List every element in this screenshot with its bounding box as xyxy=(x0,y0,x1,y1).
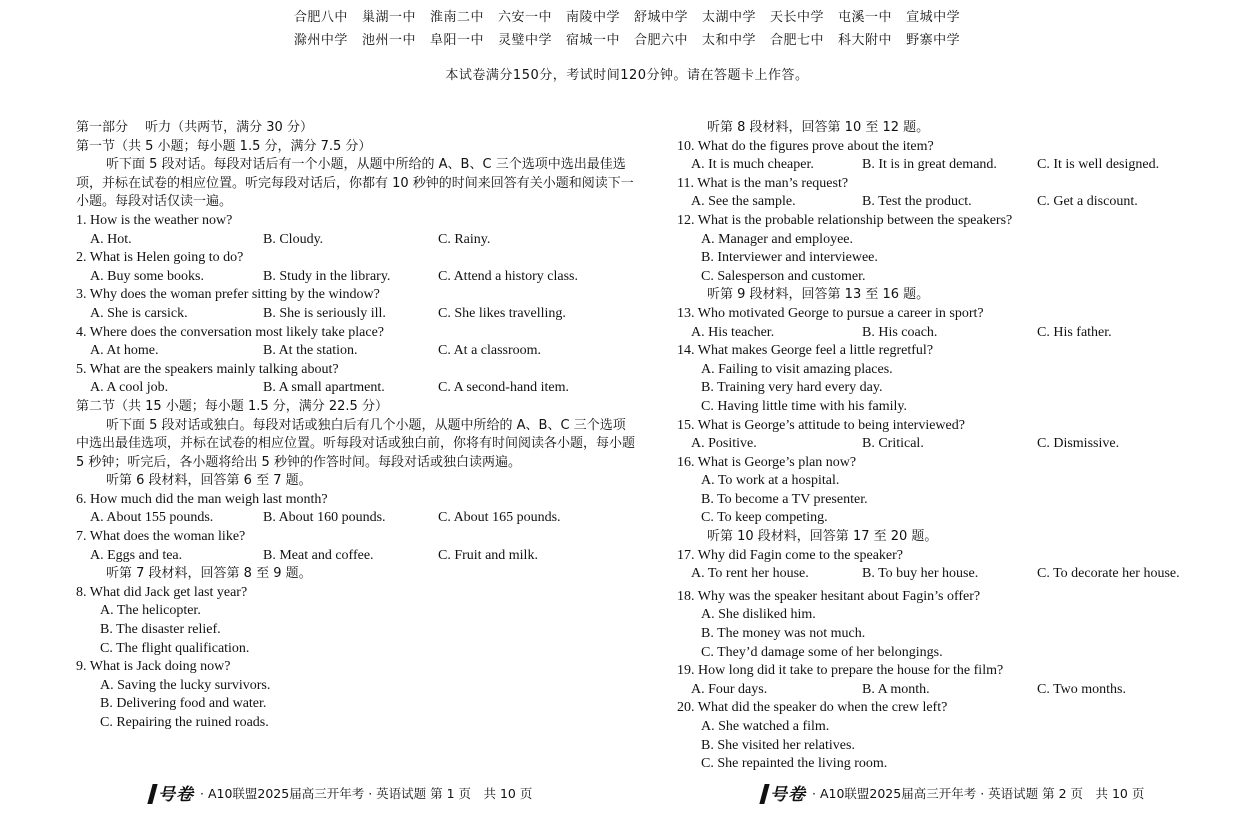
option-c: C. The flight qualification. xyxy=(100,640,250,656)
question-stem: 10. What do the figures prove about the item? xyxy=(677,138,934,154)
question-stem: 13. Who motivated George to pursue a career in sport? xyxy=(677,305,984,321)
footer-text: · A10联盟2025届高三开年考 · 英语试题 第 2 页 共 10 页 xyxy=(812,785,1145,801)
option-c: C. Get a discount. xyxy=(1037,194,1138,210)
question-stem: 1. How is the weather now? xyxy=(76,212,233,228)
school-name: 滁州中学 xyxy=(293,33,348,48)
school-name: 六安一中 xyxy=(497,10,552,25)
option-c: C. Having little time with his family. xyxy=(701,398,907,414)
option-b: B. Test the product. xyxy=(862,194,972,210)
question-stem: 3. Why does the woman prefer sitting by the window? xyxy=(76,287,380,303)
option-b: B. She visited her relatives. xyxy=(701,737,855,753)
school-name: 太湖中学 xyxy=(702,10,757,25)
option-b: B. To buy her house. xyxy=(862,566,979,582)
option-a: A. His teacher. xyxy=(691,324,775,340)
school-name: 淮南二中 xyxy=(429,10,484,25)
option-c: C. His father. xyxy=(1037,324,1112,340)
option-c: C. To decorate her house. xyxy=(1037,566,1180,582)
option-a: A. Manager and employee. xyxy=(701,231,853,247)
question-options xyxy=(76,342,636,361)
question-options xyxy=(76,547,636,566)
school-name: 宿城一中 xyxy=(565,33,620,48)
question-options xyxy=(677,193,1237,212)
material-heading: 听第 8 段材料，回答第 10 至 12 题。 xyxy=(707,120,930,135)
question-options xyxy=(677,324,1237,343)
option-c: C. To keep competing. xyxy=(701,510,828,526)
footer-text: · A10联盟2025届高三开年考 · 英语试题 第 1 页 共 10 页 xyxy=(200,785,533,801)
page-2-column xyxy=(677,119,1237,774)
option-c: C. About 165 pounds. xyxy=(438,510,561,526)
question-options xyxy=(76,231,636,250)
school-name: 太和中学 xyxy=(702,33,757,48)
question-stem: 7. What does the woman like? xyxy=(76,529,246,545)
option-b: B. The disaster relief. xyxy=(100,622,221,638)
option-b: B. It is in great demand. xyxy=(862,157,997,173)
option-c: C. At a classroom. xyxy=(438,343,542,359)
option-a: A. She watched a film. xyxy=(701,719,830,734)
question-stem: 16. What is George’s plan now? xyxy=(677,454,857,470)
school-name: 屯溪一中 xyxy=(838,10,893,25)
section-2-title: 第二节（共 15 小题；每小题 1.5 分，满分 22.5 分） xyxy=(76,398,388,414)
question-stem: 9. What is Jack doing now? xyxy=(76,659,231,675)
question-stem: 19. How long did it take to prepare the house for the film? xyxy=(677,663,1004,679)
option-c: C. Attend a history class. xyxy=(438,268,578,284)
brand-logo xyxy=(150,780,194,805)
option-c: C. A second-hand item. xyxy=(438,380,570,396)
question-options xyxy=(677,156,1237,175)
part-title: 第一部分 听力（共两节，满分 30 分） xyxy=(76,120,313,135)
question-stem: 15. What is George’s attitude to being interviewed? xyxy=(677,417,965,433)
option-a: A. Buy some books. xyxy=(90,268,204,284)
brand-logo xyxy=(762,780,806,805)
brand-stroke-icon xyxy=(759,784,769,804)
material-heading: 听第 9 段材料，回答第 13 至 16 题。 xyxy=(707,287,930,303)
option-c: C. Dismissive. xyxy=(1037,436,1120,452)
option-b: B. She is seriously ill. xyxy=(263,305,386,321)
option-a: A. The helicopter. xyxy=(100,603,201,619)
school-name: 巢湖一中 xyxy=(361,10,416,25)
school-name: 合肥七中 xyxy=(770,33,825,48)
option-b: B. Training very hard every day. xyxy=(701,380,883,396)
question-stem: 4. Where does the conversation most likely take place? xyxy=(76,324,385,340)
school-name: 野寨中学 xyxy=(906,33,961,48)
material-heading: 听第 10 段材料，回答第 17 至 20 题。 xyxy=(707,529,938,545)
option-a: A. Saving the lucky survivors. xyxy=(100,677,271,693)
option-c: C. She likes travelling. xyxy=(438,305,566,321)
option-b: B. His coach. xyxy=(862,324,938,340)
section-2-instructions: 听下面 5 段对话或独白。每段对话或独白后有几个小题，从题中所给的 A、B、C 三个选项中选出最佳选项，并标在试卷的相应位置。听每段对话或独白前，你将有时间阅读各小题，每小题 5 秒钟；听完后，各小题将给出 5 秒钟的作答时间。每段对话或独白读两遍。 xyxy=(76,417,636,470)
question-stem: 11. What is the man’s request? xyxy=(677,175,849,191)
option-a: A. About 155 pounds. xyxy=(90,510,214,526)
option-c: C. They’d damage some of her belongings. xyxy=(701,644,943,660)
question-options xyxy=(677,681,1237,700)
option-a: A. Four days. xyxy=(691,681,768,697)
question-stem: 8. What did Jack get last year? xyxy=(76,584,248,600)
question-stem: 5. What are the speakers mainly talking about? xyxy=(76,361,339,377)
question-options xyxy=(677,435,1237,454)
option-b: B. At the station. xyxy=(263,343,358,359)
option-a: A. She disliked him. xyxy=(701,607,816,623)
section-1-title: 第一节（共 5 小题；每小题 1.5 分，满分 7.5 分） xyxy=(76,138,372,154)
question-options xyxy=(677,565,1237,584)
school-name: 合肥八中 xyxy=(293,10,348,25)
option-a: A. Eggs and tea. xyxy=(90,547,183,563)
school-name: 池州一中 xyxy=(361,33,416,48)
question-options xyxy=(76,509,636,528)
option-a: A. See the sample. xyxy=(691,194,796,210)
page-1-column xyxy=(76,119,636,733)
exam-notice: 本试卷满分150分，考试时间120分钟。请在答题卡上作答。 xyxy=(445,68,809,83)
school-name: 舒城中学 xyxy=(634,10,689,25)
brand-text: 号卷 xyxy=(158,785,194,805)
brand-text: 号卷 xyxy=(770,785,806,805)
option-c: C. It is well designed. xyxy=(1037,157,1160,173)
option-b: B. To become a TV presenter. xyxy=(701,491,868,507)
option-b: B. The money was not much. xyxy=(701,626,866,642)
page-2-footer xyxy=(762,780,1144,805)
question-stem: 20. What did the speaker do when the crew left? xyxy=(677,700,948,716)
option-c: C. Repairing the ruined roads. xyxy=(100,715,269,730)
page-1-footer xyxy=(150,780,532,805)
option-b: B. A month. xyxy=(862,681,930,697)
option-c: C. Salesperson and customer. xyxy=(701,268,866,284)
question-options xyxy=(76,268,636,287)
option-b: B. About 160 pounds. xyxy=(263,510,386,526)
option-b: B. Cloudy. xyxy=(263,231,324,247)
material-heading: 听第 7 段材料，回答第 8 至 9 题。 xyxy=(106,566,312,582)
brand-stroke-icon xyxy=(147,784,157,804)
school-list-row-1 xyxy=(0,6,1254,25)
option-c: C. Fruit and milk. xyxy=(438,547,538,563)
question-stem: 12. What is the probable relationship between the speakers? xyxy=(677,212,1013,228)
option-c: C. Rainy. xyxy=(438,231,491,247)
option-a: A. At home. xyxy=(90,343,159,359)
school-name: 南陵中学 xyxy=(565,10,620,25)
option-a: A. A cool job. xyxy=(90,380,169,396)
school-name: 阜阳一中 xyxy=(429,33,484,48)
school-name: 天长中学 xyxy=(770,10,825,25)
option-c: C. Two months. xyxy=(1037,681,1126,697)
question-options xyxy=(76,305,636,324)
school-name: 合肥六中 xyxy=(634,33,689,48)
question-stem: 2. What is Helen going to do? xyxy=(76,250,244,266)
school-name: 灵璧中学 xyxy=(497,33,552,48)
school-name: 科大附中 xyxy=(838,33,893,48)
question-stem: 18. Why was the speaker hesitant about Fagin’s offer? xyxy=(677,588,981,604)
option-a: A. Failing to visit amazing places. xyxy=(701,361,893,377)
option-b: B. Meat and coffee. xyxy=(263,547,374,563)
school-list-row-2 xyxy=(0,29,1254,48)
option-c: C. She repainted the living room. xyxy=(701,756,888,772)
question-stem: 14. What makes George feel a little regretful? xyxy=(677,343,934,359)
option-b: B. Delivering food and water. xyxy=(100,696,267,712)
option-a: A. Positive. xyxy=(691,436,757,452)
option-b: B. A small apartment. xyxy=(263,380,385,396)
section-1-instructions: 听下面 5 段对话。每段对话后有一个小题，从题中所给的 A、B、C 三个选项中选出最佳选项，并标在试卷的相应位置。听完每段对话后，你都有 10 秒钟的时间来回答有关小题和阅读下一小题。每段对话仅读一遍。 xyxy=(76,157,634,210)
option-a: A. Hot. xyxy=(90,231,132,247)
option-a: A. To rent her house. xyxy=(691,566,809,582)
material-heading: 听第 6 段材料，回答第 6 至 7 题。 xyxy=(106,473,312,489)
option-b: B. Critical. xyxy=(862,436,924,452)
question-options xyxy=(76,379,636,398)
school-name: 宣城中学 xyxy=(906,10,961,25)
question-stem: 17. Why did Fagin come to the speaker? xyxy=(677,547,904,563)
question-stem: 6. How much did the man weigh last month? xyxy=(76,491,328,507)
option-a: A. She is carsick. xyxy=(90,305,188,321)
option-b: B. Interviewer and interviewee. xyxy=(701,250,878,266)
option-a: A. To work at a hospital. xyxy=(701,473,840,489)
option-b: B. Study in the library. xyxy=(263,268,391,284)
option-a: A. It is much cheaper. xyxy=(691,157,814,173)
